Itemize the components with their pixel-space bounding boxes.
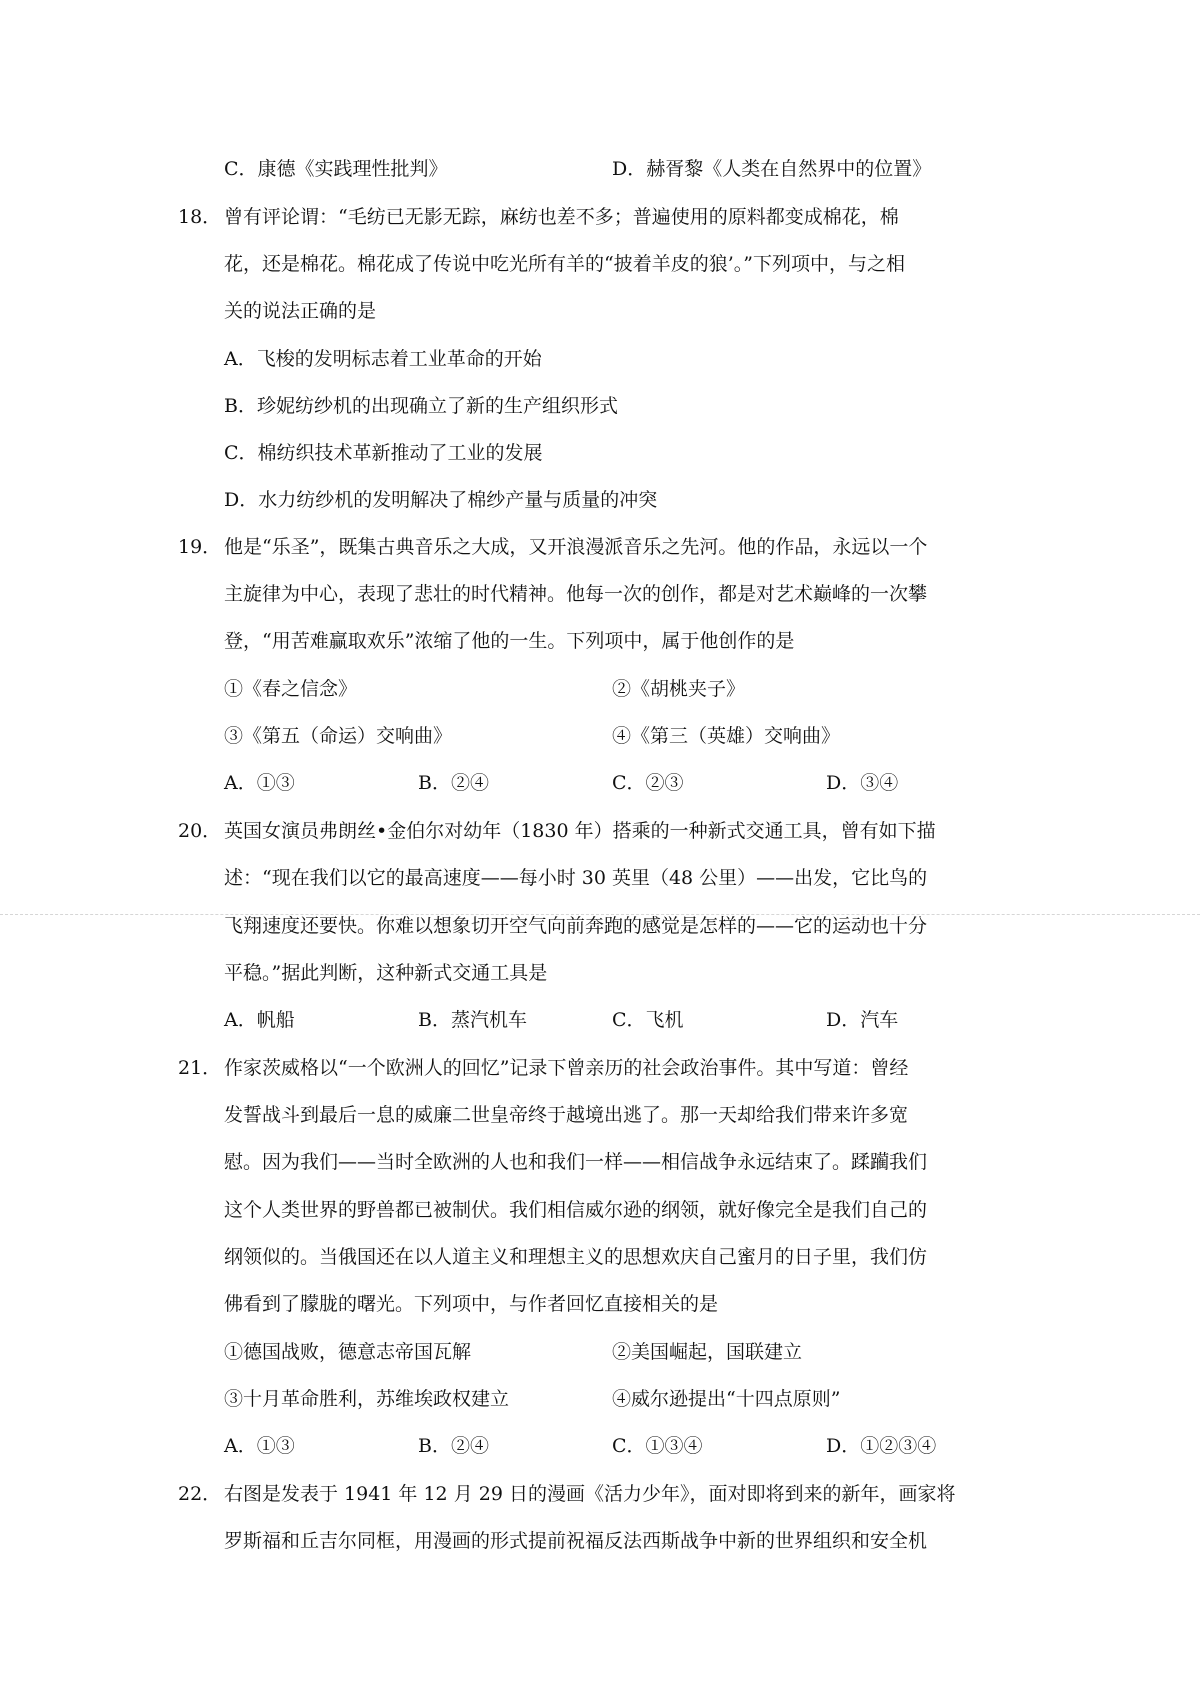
q19-option-a: A．①③ bbox=[224, 772, 295, 794]
q21-option-b: B．②④ bbox=[418, 1435, 489, 1457]
q21-stem-line: 作家茨威格以“一个欧洲人的回忆”记录下曾亲历的社会政治事件。其中写道：曾经 bbox=[224, 1057, 909, 1079]
q18-option-b: B．珍妮纺纱机的出现确立了新的生产组织形式 bbox=[224, 395, 618, 417]
q21-stem-line: 发誓战斗到最后一息的威廉二世皇帝终于越境出逃了。那一天却给我们带来许多宽 bbox=[224, 1104, 909, 1126]
q18-stem-line: 关的说法正确的是 bbox=[224, 300, 377, 322]
q17-option-c: C．康德《实践理性批判》 bbox=[224, 158, 448, 180]
q21-option-d: D．①②③④ bbox=[826, 1435, 937, 1457]
q20-option-b: B．蒸汽机车 bbox=[418, 1009, 527, 1031]
q22-stem-line: 罗斯福和丘吉尔同框，用漫画的形式提前祝福反法西斯战争中新的世界组织和安全机 bbox=[224, 1530, 928, 1552]
q19-item: ③《第五（命运）交响曲》 bbox=[224, 725, 453, 747]
q21-stem-line: 慰。因为我们——当时全欧洲的人也和我们一样——相信战争永远结束了。蹂躏我们 bbox=[224, 1151, 928, 1173]
q19-option-b: B．②④ bbox=[418, 772, 489, 794]
q19-item: ④《第三（英雄）交响曲》 bbox=[612, 725, 841, 747]
q19-number: 19． bbox=[178, 536, 222, 558]
q19-option-c: C．②③ bbox=[612, 772, 684, 794]
q18-number: 18． bbox=[178, 206, 222, 228]
q19-stem-line: 主旋律为中心，表现了悲壮的时代精神。他每一次的创作，都是对艺术巅峰的一次攀 bbox=[224, 583, 928, 605]
q20-stem-line: 飞翔速度还要快。你难以想象切开空气向前奔跑的感觉是怎样的——它的运动也十分 bbox=[224, 915, 928, 937]
q20-option-c: C．飞机 bbox=[612, 1009, 684, 1031]
q18-stem-line: 曾有评论谓：“毛纺已无影无踪，麻纺也差不多；普遍使用的原料都变成棉花，棉 bbox=[224, 206, 899, 228]
q19-stem-line: 他是“乐圣”，既集古典音乐之大成，又开浪漫派音乐之先河。他的作品，永远以一个 bbox=[224, 536, 928, 558]
q18-stem-line: 花，还是棉花。棉花成了传说中吃光所有羊的“披着羊皮的狼’。”下列项中，与之相 bbox=[224, 253, 905, 275]
q21-number: 21． bbox=[178, 1057, 222, 1079]
q21-item: ②美国崛起，国联建立 bbox=[612, 1341, 803, 1363]
q22-stem-line: 右图是发表于 1941 年 12 月 29 日的漫画《活力少年》，面对即将到来的新年，画家将 bbox=[224, 1483, 956, 1505]
q20-number: 20． bbox=[178, 820, 222, 842]
q21-option-a: A．①③ bbox=[224, 1435, 295, 1457]
q20-stem-line: 述：“现在我们以它的最高速度——每小时 30 英里（48 公里）——出发，它比鸟的 bbox=[224, 867, 928, 889]
q21-item: ①德国战败，德意志帝国瓦解 bbox=[224, 1341, 472, 1363]
q19-stem-line: 登，“用苦难赢取欢乐”浓缩了他的一生。下列项中，属于他创作的是 bbox=[224, 630, 795, 652]
q20-option-d: D．汽车 bbox=[826, 1009, 899, 1031]
q20-stem-line: 英国女演员弗朗丝•金伯尔对幼年（1830 年）搭乘的一种新式交通工具，曾有如下描 bbox=[224, 820, 936, 842]
q18-option-a: A．飞梭的发明标志着工业革命的开始 bbox=[224, 348, 542, 370]
q17-option-d: D．赫胥黎《人类在自然界中的位置》 bbox=[612, 158, 932, 180]
q21-item: ④威尔逊提出“十四点原则” bbox=[612, 1388, 841, 1410]
q19-item: ①《春之信念》 bbox=[224, 678, 358, 700]
q21-item: ③十月革命胜利，苏维埃政权建立 bbox=[224, 1388, 510, 1410]
q21-stem-line: 这个人类世界的野兽都已被制伏。我们相信威尔逊的纲领，就好像完全是我们自己的 bbox=[224, 1199, 928, 1221]
q21-stem-line: 纲领似的。当俄国还在以人道主义和理想主义的思想欢庆自己蜜月的日子里，我们仿 bbox=[224, 1246, 928, 1268]
q18-option-c: C．棉纺织技术革新推动了工业的发展 bbox=[224, 442, 543, 464]
q19-option-d: D．③④ bbox=[826, 772, 899, 794]
q22-number: 22． bbox=[178, 1483, 222, 1505]
q20-stem-line: 平稳。”据此判断，这种新式交通工具是 bbox=[224, 962, 548, 984]
q18-option-d: D．水力纺纱机的发明解决了棉纱产量与质量的冲突 bbox=[224, 489, 658, 511]
q20-option-a: A．帆船 bbox=[224, 1009, 295, 1031]
q21-stem-line: 佛看到了朦胧的曙光。下列项中，与作者回忆直接相关的是 bbox=[224, 1293, 719, 1315]
q21-option-c: C．①③④ bbox=[612, 1435, 703, 1457]
q19-item: ②《胡桃夹子》 bbox=[612, 678, 746, 700]
